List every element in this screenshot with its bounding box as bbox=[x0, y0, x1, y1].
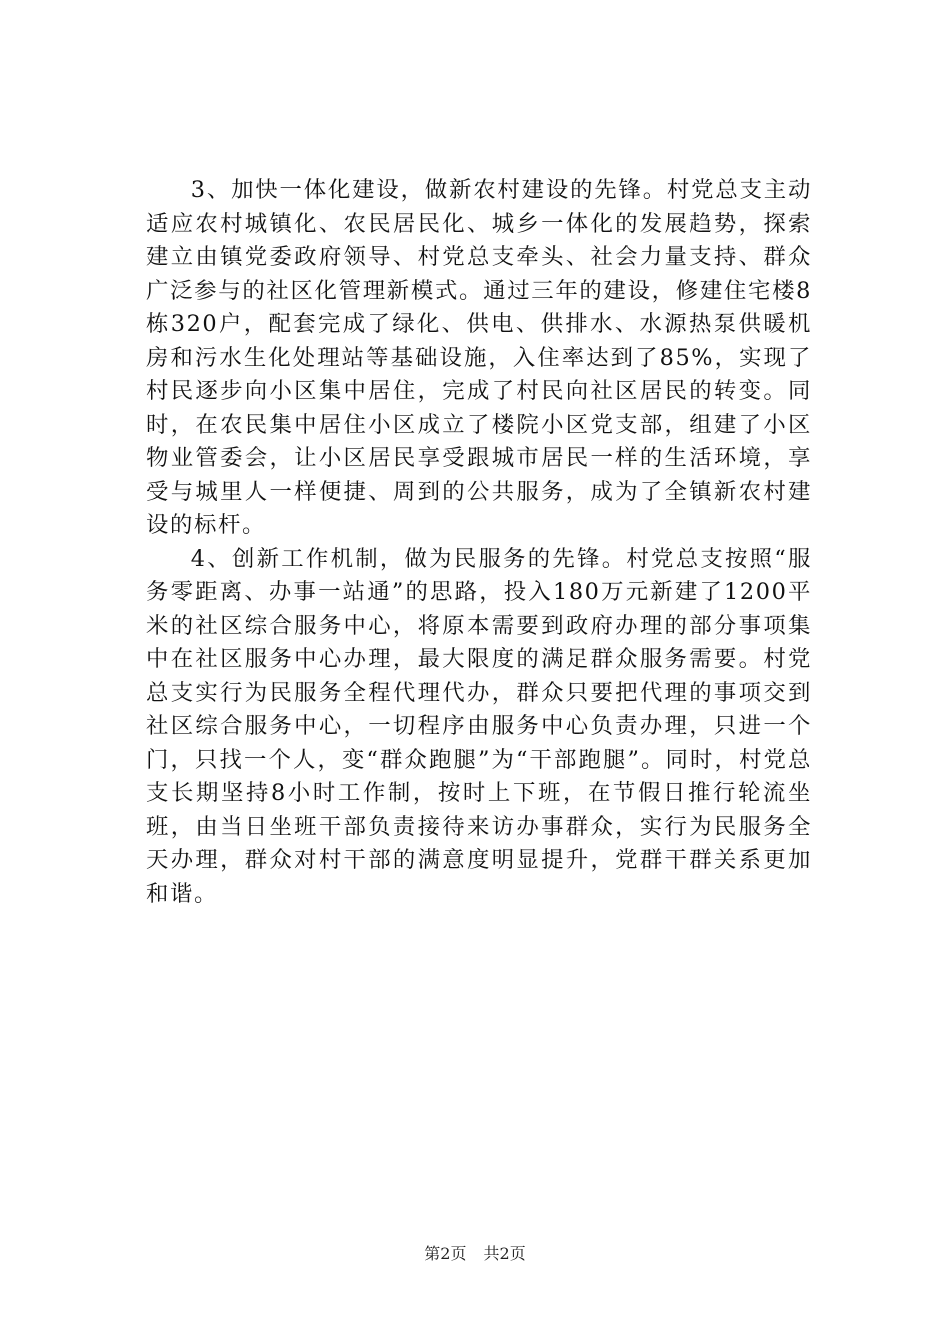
document-body bbox=[146, 174, 812, 911]
paragraph-3-integration: 3、加快一体化建设，做新农村建设的先锋。村党总支主动适应农村城镇化、农民居民化、城乡一体化的发展趋势，探索建立由镇党委政府领导、村党总支牵头、社会力量支持、群众广泛参与的社区化管理新模式。通过三年的建设，修建住宅楼8栋320户，配套完成了绿化、供电、供排水、水源热泵供暖机房和污水生化处理站等基础设施，入住率达到了85%，实现了村民逐步向小区集中居住，完成了村民向社区居民的转变。同时，在农民集中居住小区成立了楼院小区党支部，组建了小区物业管委会，让小区居民享受跟城市居民一样的生活环境，享受与城里人一样便捷、周到的公共服务，成为了全镇新农村建设的标杆。 bbox=[146, 177, 812, 538]
page-number-total: 共2页 bbox=[483, 1244, 526, 1263]
paragraph-4-work-mechanism: 4、创新工作机制，做为民服务的先锋。村党总支按照“服务零距离、办事一站通”的思路，投入180万元新建了1200平米的社区综合服务中心，将原本需要到政府办理的部分事项集中在社区服务中心办理，最大限度的满足群众服务需要。村党总支实行为民服务全程代理代办，群众只要把代理的事项交到社区综合服务中心，一切程序由服务中心负责办理，只进一个门，只找一个人，变“群众跑腿”为“干部跑腿”。同时，村党总支长期坚持8小时工作制，按时上下班，在节假日推行轮流坐班，由当日坐班干部负责接待来访办事群众，实行为民服务全天办理，群众对村干部的满意度明显提升，党群干群关系更加和谐。 bbox=[146, 545, 812, 907]
page-number-current: 第2页 bbox=[424, 1244, 467, 1263]
page-footer bbox=[0, 1244, 950, 1264]
